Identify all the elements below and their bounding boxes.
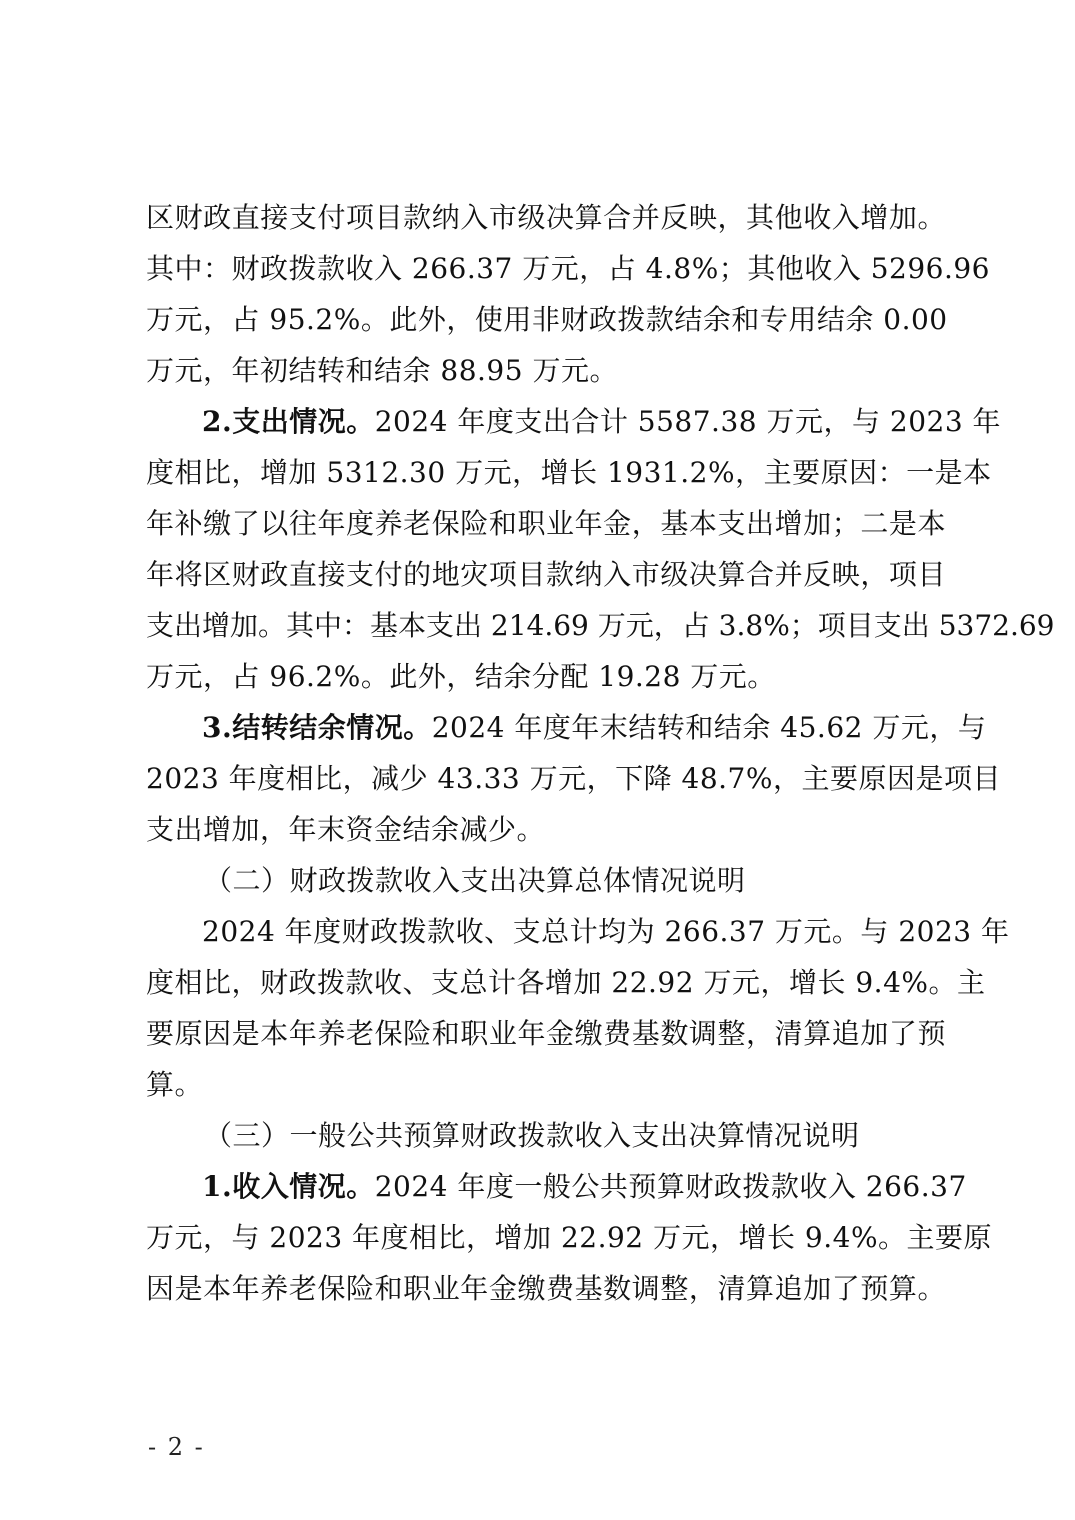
paragraph-line: 年补缴了以往年度养老保险和职业年金，基本支出增加；二是本 bbox=[146, 507, 946, 540]
paragraph-line: 万元，占 95.2%。此外，使用非财政拨款结余和专用结余 0.00 bbox=[146, 303, 948, 336]
paragraph-text: 2024 年度一般公共预算财政拨款收入 266.37 bbox=[374, 1170, 967, 1203]
paragraph-line: 度相比，增加 5312.30 万元，增长 1931.2%，主要原因：一是本 bbox=[146, 456, 992, 489]
body-text bbox=[146, 192, 1055, 1314]
page-number: - 2 - bbox=[148, 1433, 205, 1461]
paragraph-line: 万元，年初结转和结余 88.95 万元。 bbox=[146, 354, 618, 387]
paragraph-line: 万元，占 96.2%。此外，结余分配 19.28 万元。 bbox=[146, 660, 776, 693]
paragraph-line: 年将区财政直接支付的地灾项目款纳入市级决算合并反映，项目 bbox=[146, 558, 946, 591]
paragraph-line: 支出增加。其中：基本支出 214.69 万元，占 3.8%；项目支出 5372.69 bbox=[146, 609, 1055, 642]
paragraph-line: 2023 年度相比，减少 43.33 万元，下降 48.7%，主要原因是项目 bbox=[146, 762, 1001, 795]
paragraph-line: 区财政直接支付项目款纳入市级决算合并反映，其他收入增加。 bbox=[146, 201, 946, 234]
paragraph-first-line bbox=[146, 396, 1002, 447]
paragraph-first-line: 2024 年度财政拨款收、支总计均为 266.37 万元。与 2023 年 bbox=[202, 915, 1010, 948]
section-heading: （三）一般公共预算财政拨款收入支出决算情况说明 bbox=[204, 1119, 860, 1152]
paragraph-line: 万元，与 2023 年度相比，增加 22.92 万元，增长 9.4%。主要原 bbox=[146, 1221, 993, 1254]
section-lead: 3.结转结余情况。 bbox=[202, 711, 432, 744]
paragraph-text: 2024 年度年末结转和结余 45.62 万元，与 bbox=[431, 711, 987, 744]
section-lead: 2.支出情况。 bbox=[202, 405, 375, 438]
paragraph-text: 2024 年度支出合计 5587.38 万元，与 2023 年 bbox=[374, 405, 1002, 438]
paragraph-line: 要原因是本年养老保险和职业年金缴费基数调整，清算追加了预 bbox=[146, 1017, 946, 1050]
paragraph-line: 其中：财政拨款收入 266.37 万元，占 4.8%；其他收入 5296.96 bbox=[146, 252, 990, 285]
paragraph-first-line bbox=[146, 1161, 967, 1212]
paragraph-line: 因是本年养老保险和职业年金缴费基数调整，清算追加了预算。 bbox=[146, 1272, 946, 1305]
section-heading: （二）财政拨款收入支出决算总体情况说明 bbox=[204, 864, 746, 897]
paragraph-line: 支出增加，年末资金结余减少。 bbox=[146, 813, 546, 846]
paragraph-line: 算。 bbox=[146, 1068, 204, 1101]
section-lead: 1.收入情况。 bbox=[202, 1170, 375, 1203]
paragraph-line: 度相比，财政拨款收、支总计各增加 22.92 万元，增长 9.4%。主 bbox=[146, 966, 986, 999]
paragraph-first-line bbox=[146, 702, 987, 753]
